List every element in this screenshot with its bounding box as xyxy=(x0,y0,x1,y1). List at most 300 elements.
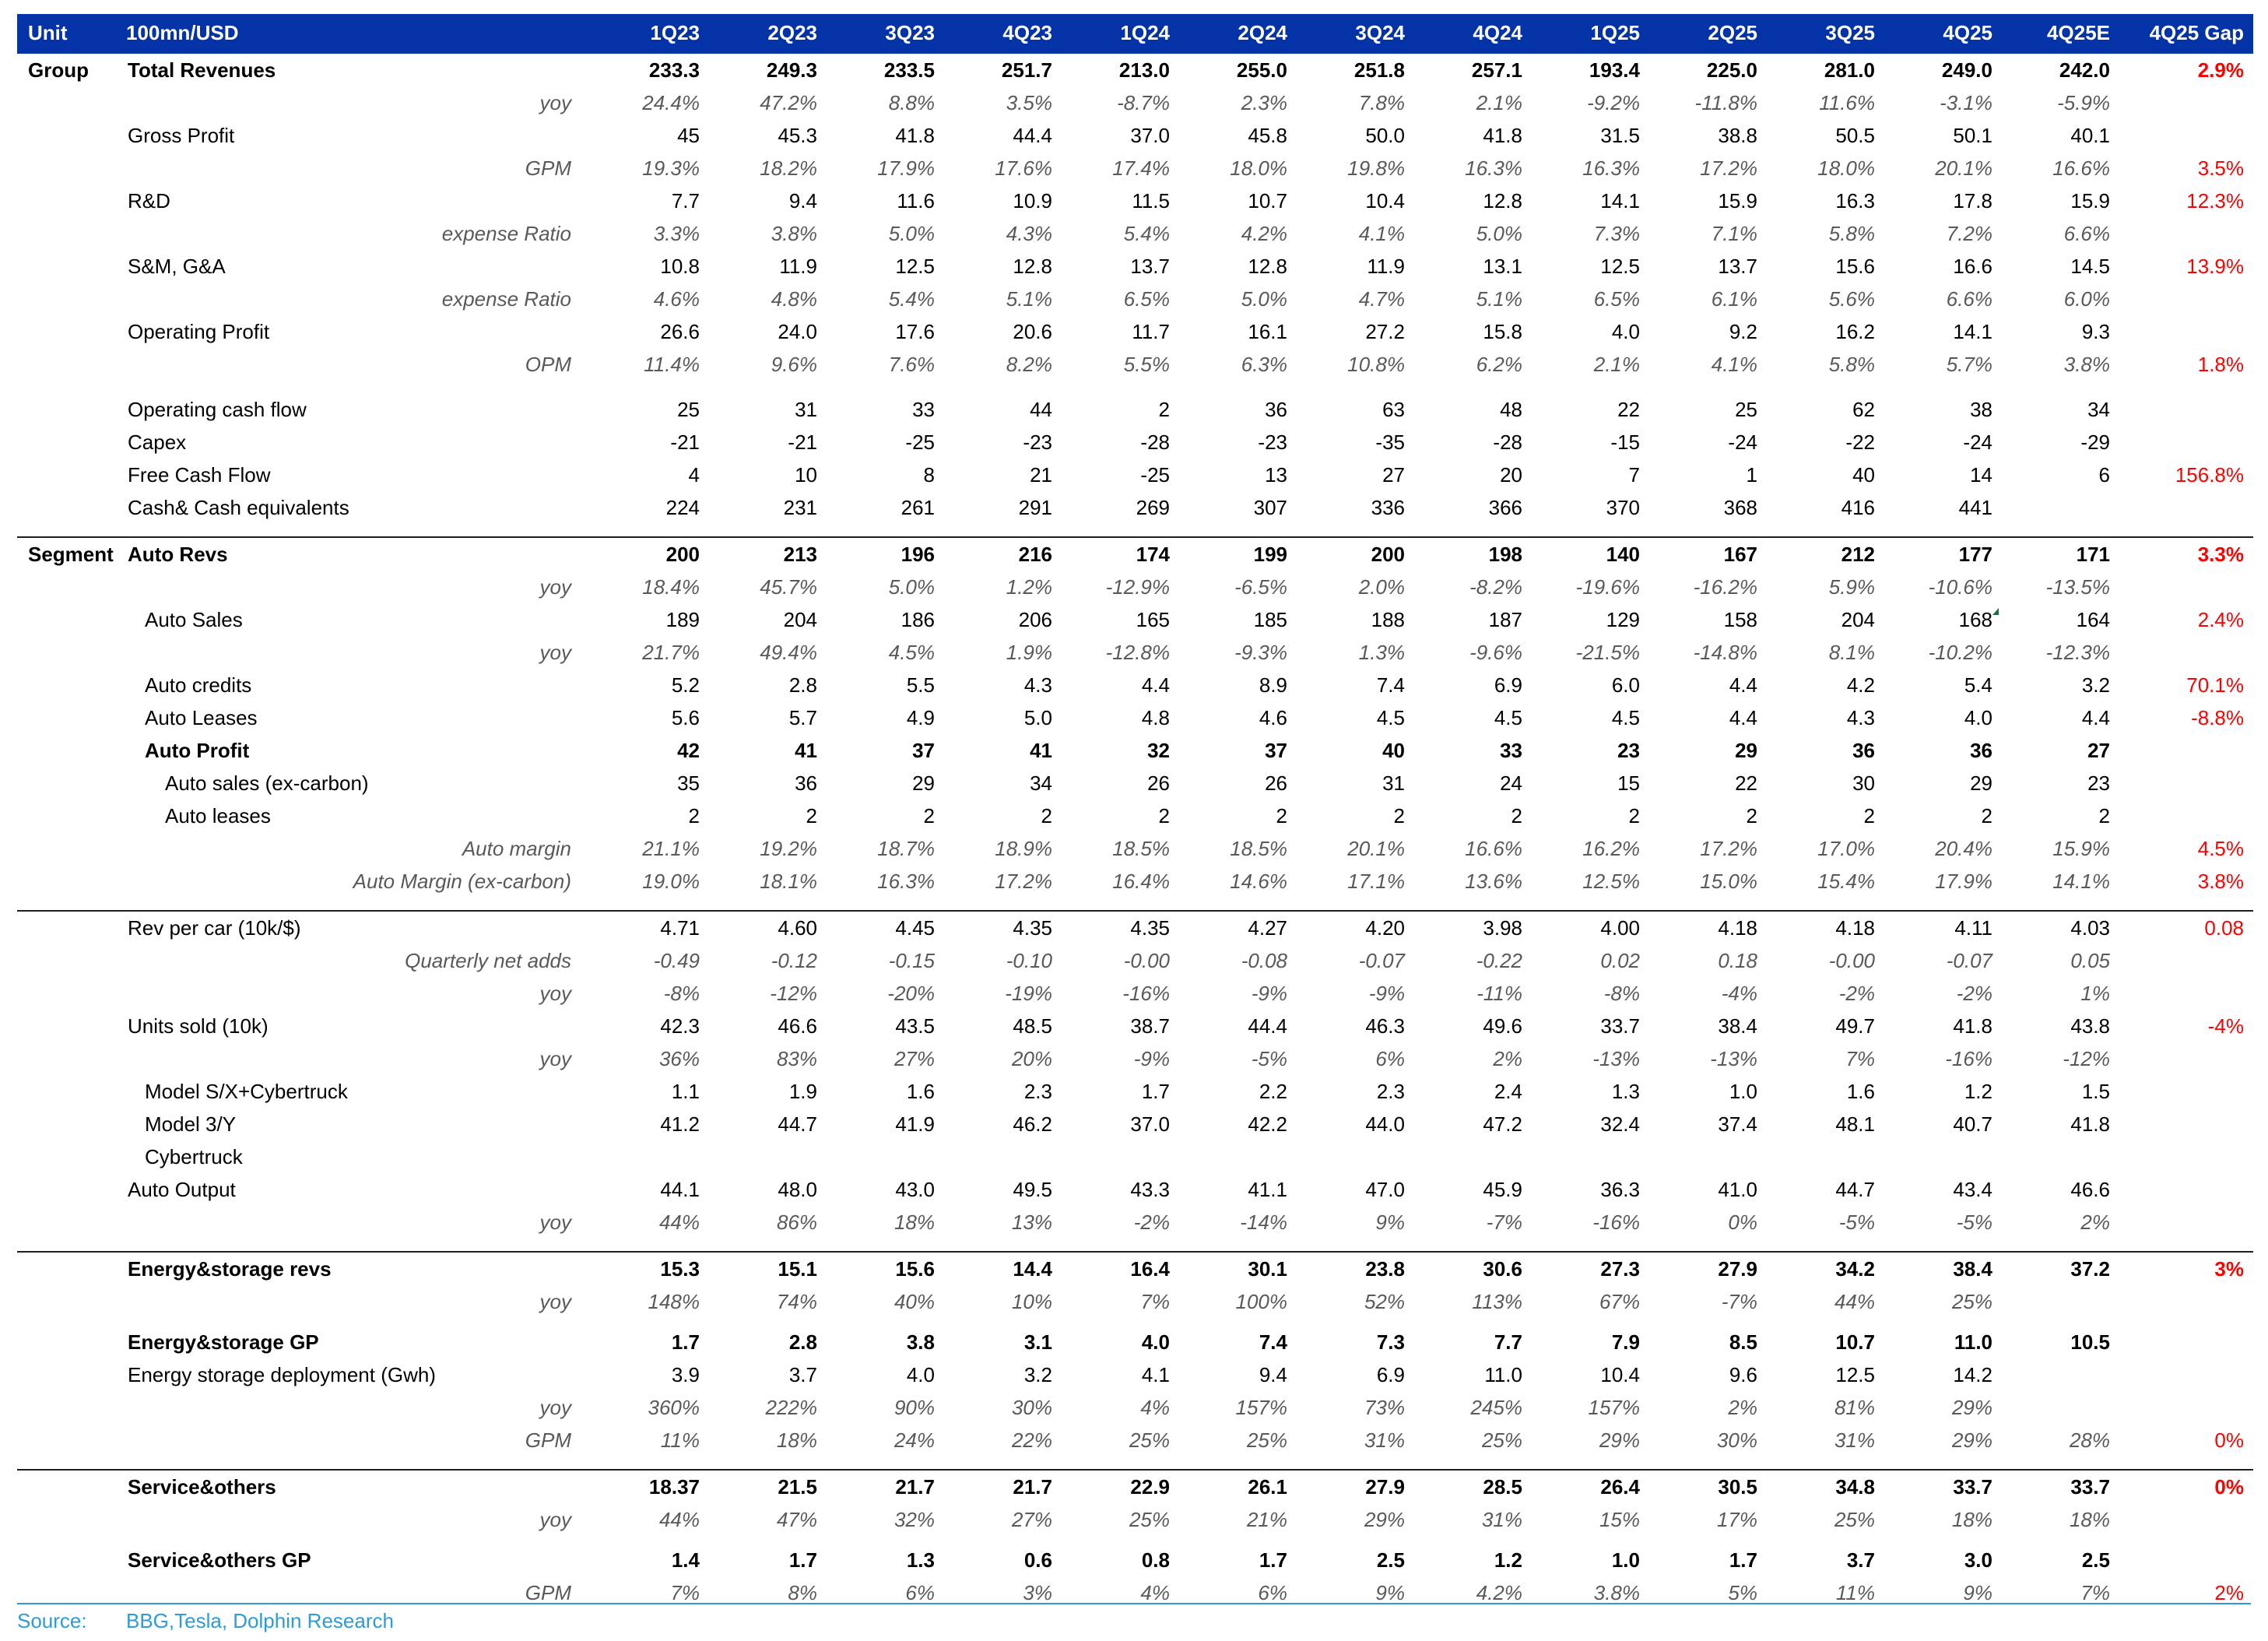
row-value: -23 xyxy=(1258,430,1287,454)
divider-cell xyxy=(17,1536,2253,1544)
row-value: 30.5 xyxy=(1649,1470,1767,1503)
row-value: 165 xyxy=(1136,608,1170,631)
row-value: 30.1 xyxy=(1179,1252,1297,1285)
row-value: 14.4 xyxy=(944,1252,1062,1285)
row-value: 36.3 xyxy=(1600,1178,1640,1201)
table-row xyxy=(17,393,2253,426)
row-value: 2.1% xyxy=(1476,91,1522,114)
row-label: Energy&storage revs xyxy=(117,1252,592,1285)
row-value: 10.4 xyxy=(1600,1363,1640,1386)
row-value: 1.6 xyxy=(1846,1080,1875,1103)
row-value: 0.05 xyxy=(2070,949,2110,972)
row-value: 41.9 xyxy=(895,1112,935,1136)
row-value: 1.3 xyxy=(1611,1080,1640,1103)
row-label: Auto Revs xyxy=(117,537,592,571)
row-gap-value: 0% xyxy=(2119,1470,2253,1503)
row-gap-value xyxy=(2119,734,2253,767)
row-value: 21 xyxy=(1030,463,1052,487)
row-value: 251.8 xyxy=(1353,58,1405,82)
row-value: 42.3 xyxy=(660,1014,700,1038)
row-value xyxy=(1414,1140,1532,1173)
row-value: 7.1% xyxy=(1711,222,1757,245)
header-unit: Unit xyxy=(17,14,117,54)
row-value: 10% xyxy=(1011,1290,1052,1313)
row-value: 37.0 xyxy=(1130,124,1170,147)
row-label: yoy xyxy=(539,982,571,1005)
row-value: 199 xyxy=(1179,537,1297,571)
row-value: 31.5 xyxy=(1600,124,1640,147)
row-value: 336 xyxy=(1371,496,1405,519)
row-value: 249.3 xyxy=(766,58,817,82)
row-value: 3.8% xyxy=(1593,1581,1640,1604)
row-value: 7.3 xyxy=(1376,1330,1405,1354)
row-value: 2.3 xyxy=(1376,1080,1405,1103)
row-label: Cash& Cash equivalents xyxy=(128,496,349,519)
row-unit xyxy=(17,636,117,669)
row-value: 47.2% xyxy=(760,91,817,114)
row-value: 8.5 xyxy=(1729,1330,1757,1354)
row-value: 31% xyxy=(1364,1428,1405,1452)
row-value: 129 xyxy=(1606,608,1640,631)
row-value: 6% xyxy=(905,1581,935,1604)
row-value: 18.5% xyxy=(1230,837,1287,860)
row-value: 2.5 xyxy=(1376,1548,1405,1572)
row-value: -14.8% xyxy=(1693,641,1757,664)
row-value: 29 xyxy=(1970,771,1992,795)
row-value: 22% xyxy=(1011,1428,1052,1452)
row-value: 29 xyxy=(912,771,935,795)
row-value: -10.6% xyxy=(1928,575,1992,599)
row-value: 41 xyxy=(795,739,817,762)
row-value: -25 xyxy=(905,430,935,454)
row-value: 7.7 xyxy=(671,189,700,213)
row-label: Auto Output xyxy=(128,1178,236,1201)
row-value: 33 xyxy=(1500,739,1522,762)
row-value: 4.27 xyxy=(1179,911,1297,944)
row-gap-value xyxy=(2119,1075,2253,1108)
row-value: -5% xyxy=(1956,1211,1992,1234)
row-value: 3.98 xyxy=(1414,911,1532,944)
row-value: 63 xyxy=(1382,398,1405,421)
row-value: 3.8% xyxy=(771,222,817,245)
row-value: 47.2 xyxy=(1483,1112,1522,1136)
row-value: 4.5 xyxy=(1494,706,1522,729)
row-value xyxy=(2002,491,2119,524)
row-value: -8% xyxy=(1603,982,1640,1005)
row-value: 7% xyxy=(1140,1290,1170,1313)
row-value: 8.9 xyxy=(1259,673,1287,697)
row-label: Energy storage deployment (Gwh) xyxy=(128,1363,436,1386)
row-value: 10.4 xyxy=(1365,189,1405,213)
row-unit xyxy=(17,1391,117,1424)
row-value: 4.6 xyxy=(1259,706,1287,729)
row-value: 28% xyxy=(2069,1428,2110,1452)
row-value: 52% xyxy=(1364,1290,1405,1313)
row-value xyxy=(2002,1358,2119,1391)
row-unit xyxy=(17,152,117,184)
row-value: 416 xyxy=(1841,496,1875,519)
row-value: 196 xyxy=(827,537,944,571)
row-value: 225.0 xyxy=(1706,58,1757,82)
row-value: 10 xyxy=(795,463,817,487)
row-value: 23 xyxy=(2087,771,2110,795)
header-period-3q24: 3Q24 xyxy=(1297,14,1414,54)
row-value: 50.1 xyxy=(1953,124,1992,147)
row-value: -16% xyxy=(1945,1047,1992,1070)
row-label: expense Ratio xyxy=(441,222,571,245)
row-label: GPM xyxy=(525,156,571,180)
row-unit xyxy=(17,571,117,603)
row-value: 16.3 xyxy=(1835,189,1875,213)
row-value: 5.2 xyxy=(671,673,700,697)
row-value: 11.7 xyxy=(1132,320,1170,343)
header-period-4q25e: 4Q25E xyxy=(2002,14,2119,54)
row-value xyxy=(1179,1140,1297,1173)
row-value: 4.18 xyxy=(1767,911,1884,944)
row-gap-value: 1.8% xyxy=(2197,353,2244,376)
row-value: 29 xyxy=(1735,739,1757,762)
row-value: 6.5% xyxy=(1593,287,1640,311)
row-value: 3.0 xyxy=(1964,1548,1992,1572)
table-row xyxy=(17,1358,2253,1391)
row-value: 1.7 xyxy=(1259,1548,1287,1572)
row-value: 37.4 xyxy=(1718,1112,1757,1136)
table-row xyxy=(17,1075,2253,1108)
row-value: -28 xyxy=(1140,430,1170,454)
row-value: 4.9 xyxy=(906,706,935,729)
row-value: 27% xyxy=(1011,1508,1052,1531)
row-value: 18.7% xyxy=(877,837,935,860)
row-value: 7% xyxy=(670,1581,700,1604)
row-value: 9.2 xyxy=(1729,320,1757,343)
row-label: Auto margin xyxy=(462,837,571,860)
row-value: 4.71 xyxy=(592,911,709,944)
row-value: 10.5 xyxy=(2070,1330,2110,1354)
row-value: 14.2 xyxy=(1953,1363,1992,1386)
table-row xyxy=(17,152,2253,184)
row-value: 27 xyxy=(1382,463,1405,487)
row-value: 90% xyxy=(894,1396,935,1419)
row-value: 189 xyxy=(665,608,700,631)
row-value: 16.2 xyxy=(1835,320,1875,343)
row-value: 41.8 xyxy=(2070,1112,2110,1136)
row-value: 50.0 xyxy=(1365,124,1405,147)
row-value: 12.5% xyxy=(1582,870,1640,893)
row-value: 38.4 xyxy=(1884,1252,2002,1285)
row-divider xyxy=(17,898,2253,911)
row-value: 41.8 xyxy=(895,124,935,147)
row-value: 41 xyxy=(1030,739,1052,762)
row-value: 174 xyxy=(1062,537,1179,571)
row-value: 13.7 xyxy=(1718,255,1757,278)
row-label: yoy xyxy=(539,1396,571,1419)
row-value: 16.4 xyxy=(1062,1252,1179,1285)
row-value: 233.3 xyxy=(648,58,700,82)
row-label: yoy xyxy=(539,1508,571,1531)
row-unit xyxy=(17,1470,117,1503)
row-value: -0.00 xyxy=(1123,949,1170,972)
row-value: 368 xyxy=(1723,496,1757,519)
row-gap-value xyxy=(2119,1042,2253,1075)
row-value: -13% xyxy=(1592,1047,1640,1070)
row-value: 0.6 xyxy=(1023,1548,1052,1572)
row-gap-value: 2.9% xyxy=(2197,58,2244,82)
row-value: 187 xyxy=(1488,608,1522,631)
row-label: yoy xyxy=(539,1211,571,1234)
row-value: 31 xyxy=(1382,771,1405,795)
row-value: 15.6 xyxy=(827,1252,944,1285)
header-period-4q23: 4Q23 xyxy=(944,14,1062,54)
row-value: 4.45 xyxy=(827,911,944,944)
row-value: 2.5 xyxy=(2081,1548,2110,1572)
row-value: 5.5% xyxy=(1123,353,1170,376)
row-value: -16% xyxy=(1592,1211,1640,1234)
row-unit xyxy=(17,184,117,217)
row-value: 44% xyxy=(658,1211,700,1234)
row-value: 33.7 xyxy=(1884,1470,2002,1503)
row-value: 46.3 xyxy=(1365,1014,1405,1038)
table-row xyxy=(17,1206,2253,1239)
row-value: 17.9% xyxy=(877,156,935,180)
row-value: 26 xyxy=(1265,771,1287,795)
row-value: 44.4 xyxy=(1013,124,1052,147)
row-value: 4.2% xyxy=(1476,1581,1522,1604)
table-row xyxy=(17,250,2253,283)
row-value: -3.1% xyxy=(1940,91,1992,114)
row-value: 48 xyxy=(1500,398,1522,421)
row-value: -9.6% xyxy=(1469,641,1522,664)
row-value: -11% xyxy=(1476,982,1522,1005)
row-value xyxy=(1767,1140,1884,1173)
row-gap-value xyxy=(2119,1206,2253,1239)
row-value: 26 xyxy=(1147,771,1170,795)
row-value: 5.0% xyxy=(1241,287,1287,311)
row-value: 4.60 xyxy=(709,911,827,944)
row-value: 9.4 xyxy=(1259,1363,1287,1386)
row-value: 213.0 xyxy=(1118,58,1170,82)
row-value: 12.8 xyxy=(1013,255,1052,278)
row-value: 27.2 xyxy=(1365,320,1405,343)
row-value: 13% xyxy=(1011,1211,1052,1234)
row-label: Service&others xyxy=(117,1470,592,1503)
row-value: 6% xyxy=(1258,1581,1287,1604)
row-value: 15.9% xyxy=(2052,837,2110,860)
row-value: 4.2 xyxy=(1846,673,1875,697)
row-value: -0.12 xyxy=(771,949,817,972)
row-value: 251.7 xyxy=(1001,58,1052,82)
row-value: 7% xyxy=(2080,1581,2110,1604)
row-value: 41.1 xyxy=(1248,1178,1287,1201)
row-value: 1.7 xyxy=(1141,1080,1170,1103)
row-value: 2 xyxy=(806,804,817,828)
row-gap-value: 2% xyxy=(2214,1581,2244,1604)
row-value: 13.6% xyxy=(1465,870,1522,893)
row-value: 7 xyxy=(1628,463,1640,487)
row-value: 4.8 xyxy=(1141,706,1170,729)
table-row xyxy=(17,459,2253,491)
row-value: -0.49 xyxy=(653,949,700,972)
row-value: 6% xyxy=(1375,1047,1405,1070)
row-label: Cybertruck xyxy=(145,1145,243,1168)
table-row xyxy=(17,832,2253,865)
row-unit: Group xyxy=(28,58,89,82)
row-value: 11% xyxy=(660,1428,700,1452)
row-value: 12.8 xyxy=(1248,255,1287,278)
row-value: 2 xyxy=(1628,804,1640,828)
row-value: 7.9 xyxy=(1611,1330,1640,1354)
row-value: 45 xyxy=(677,124,700,147)
row-value: 27.9 xyxy=(1297,1470,1414,1503)
row-value: 18.2% xyxy=(760,156,817,180)
row-value: 6.9 xyxy=(1376,1363,1405,1386)
row-value: 17.2% xyxy=(995,870,1052,893)
table-row xyxy=(17,348,2253,381)
row-value: -12.8% xyxy=(1105,641,1170,664)
row-label: yoy xyxy=(539,641,571,664)
row-gap-value xyxy=(2119,217,2253,250)
row-value: -24 xyxy=(1728,430,1757,454)
row-value: 8% xyxy=(788,1581,817,1604)
row-gap-value: 0.08 xyxy=(2119,911,2253,944)
row-value: 44 xyxy=(1030,398,1052,421)
source-label: Source: xyxy=(17,1609,87,1632)
row-value: 242.0 xyxy=(2059,58,2110,82)
row-value: 4.5 xyxy=(1376,706,1405,729)
row-value: 36 xyxy=(1970,739,1992,762)
header-label: 100mn/USD xyxy=(117,14,592,54)
divider-cell xyxy=(17,1318,2253,1326)
row-value: 45.9 xyxy=(1483,1178,1522,1201)
row-value: 158 xyxy=(1723,608,1757,631)
row-unit xyxy=(17,1140,117,1173)
row-value: 5.4 xyxy=(1964,673,1992,697)
row-value: 17.6 xyxy=(895,320,935,343)
row-gap-value: 0% xyxy=(2214,1428,2244,1452)
row-value: 2 xyxy=(1746,804,1757,828)
row-label: GPM xyxy=(525,1581,571,1604)
table-row xyxy=(17,1391,2253,1424)
header-period-2q25: 2Q25 xyxy=(1649,14,1767,54)
row-value: -21 xyxy=(788,430,817,454)
row-value: -11.8% xyxy=(1694,91,1757,114)
row-value: 43.0 xyxy=(895,1178,935,1201)
row-value: 15.3 xyxy=(592,1252,709,1285)
row-value: 186 xyxy=(901,608,935,631)
row-gap-value: -4% xyxy=(2207,1014,2244,1038)
row-value: 224 xyxy=(665,496,700,519)
row-value: 11.0 xyxy=(1484,1363,1522,1386)
row-value: 7.8% xyxy=(1358,91,1405,114)
row-unit xyxy=(17,669,117,701)
row-value: 19.2% xyxy=(760,837,817,860)
row-value: 27% xyxy=(894,1047,935,1070)
row-value: 168 xyxy=(1884,603,2002,636)
row-value: 17.2% xyxy=(1700,156,1757,180)
row-divider xyxy=(17,381,2253,393)
row-value: 45.8 xyxy=(1248,124,1287,147)
header-period-2q23: 2Q23 xyxy=(709,14,827,54)
header-period-1q24: 1Q24 xyxy=(1062,14,1179,54)
row-value: 38.8 xyxy=(1718,124,1757,147)
row-value: 245% xyxy=(1470,1396,1522,1419)
row-value: 2% xyxy=(1728,1396,1757,1419)
row-value: 25% xyxy=(1834,1508,1875,1531)
row-value: 4.4 xyxy=(1141,673,1170,697)
row-label: Free Cash Flow xyxy=(128,463,271,487)
row-unit xyxy=(17,426,117,459)
row-value: 27 xyxy=(2087,739,2110,762)
row-value: 43.8 xyxy=(2070,1014,2110,1038)
row-unit xyxy=(17,734,117,767)
row-value: 31% xyxy=(1481,1508,1522,1531)
row-label: Total Revenues xyxy=(128,58,276,82)
row-value: -24 xyxy=(1963,430,1992,454)
row-value: -5.9% xyxy=(2057,91,2110,114)
row-value: 222% xyxy=(765,1396,817,1419)
row-value: 6.2% xyxy=(1476,353,1522,376)
row-value: 5.5 xyxy=(906,673,935,697)
row-value: -0.07 xyxy=(1946,949,1992,972)
row-value: 7.4 xyxy=(1259,1330,1287,1354)
row-label: Rev per car (10k/$) xyxy=(117,911,592,944)
row-unit xyxy=(17,393,117,426)
row-value: 17.9% xyxy=(1935,870,1992,893)
row-unit xyxy=(17,977,117,1010)
row-value: -35 xyxy=(1375,430,1405,454)
row-value: 5.6% xyxy=(1828,287,1875,311)
row-value: -9.2% xyxy=(1587,91,1640,114)
row-value: 8.8% xyxy=(888,91,935,114)
table-row xyxy=(17,54,2253,86)
row-value: 14.6% xyxy=(1230,870,1287,893)
row-gap-value xyxy=(2119,315,2253,348)
row-value: 44% xyxy=(658,1508,700,1531)
row-value: 37 xyxy=(1265,739,1287,762)
row-value: 42.2 xyxy=(1248,1112,1287,1136)
row-value: 16.6% xyxy=(2052,156,2110,180)
row-unit xyxy=(17,799,117,832)
row-value: 20.4% xyxy=(1935,837,1992,860)
row-unit xyxy=(17,1285,117,1318)
row-value: -8% xyxy=(663,982,700,1005)
row-unit xyxy=(17,250,117,283)
row-value: 113% xyxy=(1472,1290,1522,1313)
row-label: Capex xyxy=(128,430,187,454)
row-value: 6.9 xyxy=(1494,673,1522,697)
row-label: Model 3/Y xyxy=(145,1112,237,1136)
row-value: 49.4% xyxy=(760,641,817,664)
row-value: 4.7% xyxy=(1358,287,1405,311)
row-value: 25% xyxy=(1481,1428,1522,1452)
row-value: 4.3 xyxy=(1023,673,1052,697)
row-value: 26.6 xyxy=(660,320,700,343)
row-value: 18% xyxy=(2069,1508,2110,1531)
row-value: 36 xyxy=(795,771,817,795)
row-value xyxy=(944,1140,1062,1173)
row-value: 16.3% xyxy=(1582,156,1640,180)
row-value: 0.8 xyxy=(1141,1548,1170,1572)
row-label: Model S/X+Cybertruck xyxy=(145,1080,348,1103)
row-value: -23 xyxy=(1023,430,1052,454)
row-gap-value xyxy=(2119,1173,2253,1206)
row-value: 36% xyxy=(658,1047,700,1070)
row-value: 18.1% xyxy=(760,870,817,893)
row-unit xyxy=(17,832,117,865)
table-row xyxy=(17,491,2253,524)
row-value: -2% xyxy=(1956,982,1992,1005)
row-label: yoy xyxy=(539,91,571,114)
row-value: 23 xyxy=(1617,739,1640,762)
